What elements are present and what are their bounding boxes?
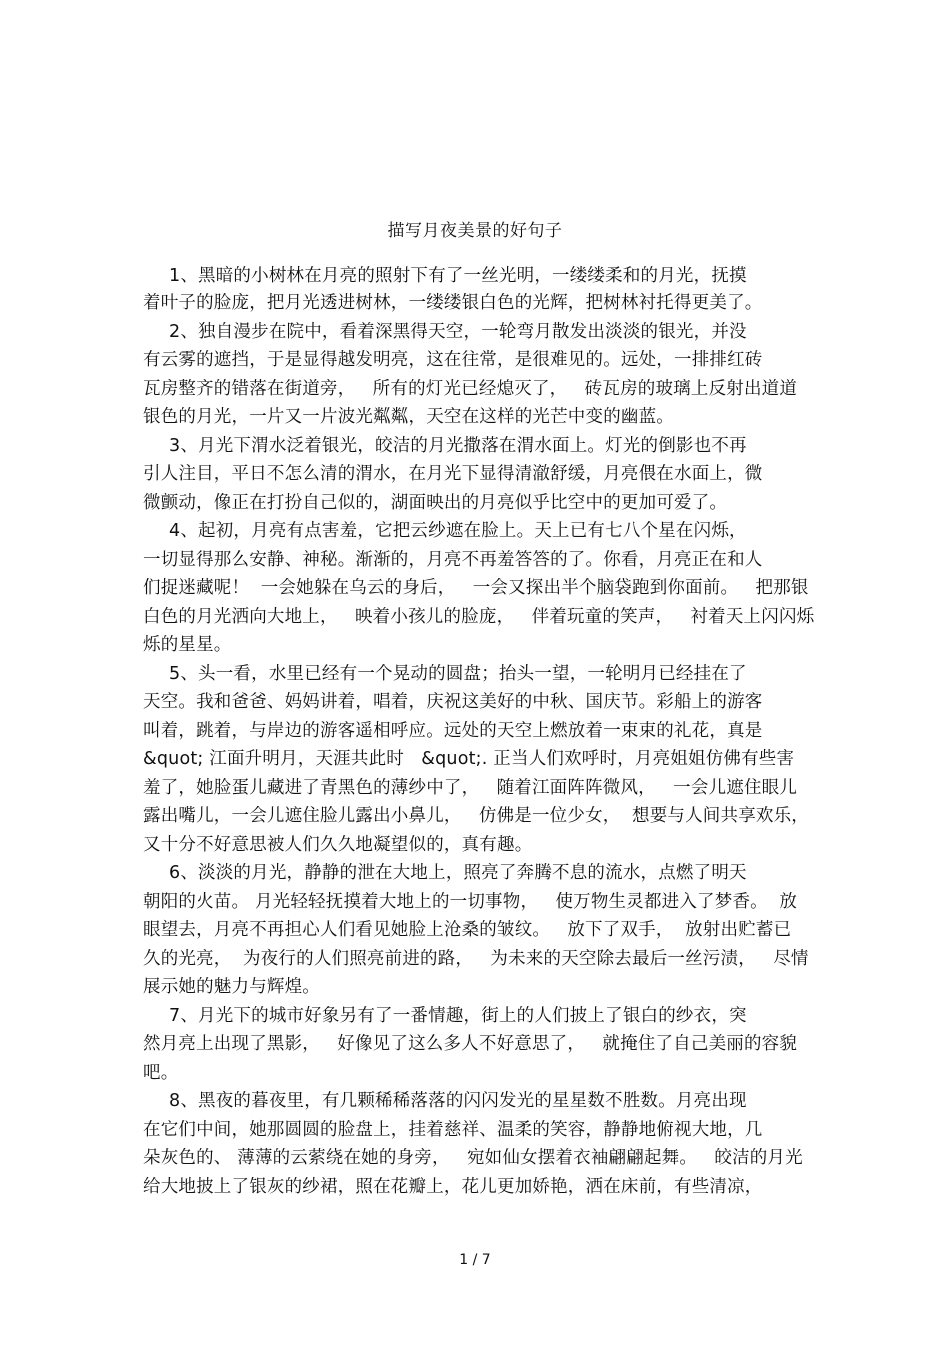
text-line: 6、淡淡的月光，静静的泄在大地上，照亮了奔腾不息的流水，点燃了明天 xyxy=(169,863,747,883)
text-line: 一切显得那么安静、神秘。渐渐的，月亮不再羞答答的了。你看，月亮正在和人 xyxy=(143,550,763,570)
text-line: 有云雾的遮挡，于是显得越发明亮，这在往常，是很难见的。远处，一排排红砖 xyxy=(143,350,763,370)
page-number: 1 / 7 xyxy=(459,1252,491,1268)
text-line: &quot; 江面升明月，天涯共此时 &quot;. 正当人们欢呼时，月亮姐姐仿佛有些害 xyxy=(143,749,795,769)
text-line: 然月亮上出现了黑影， 好像见了这么多人不好意思了， 就掩住了自己美丽的容貌 xyxy=(143,1034,798,1054)
text-line: 久的光亮， 为夜行的人们照亮前进的路， 为未来的天空除去最后一丝污渍， 尽情 xyxy=(143,949,809,969)
text-line: 8、黑夜的暮夜里，有几颗稀稀落落的闪闪发光的星星数不胜数。月亮出现 xyxy=(169,1091,747,1111)
text-line: 天空。我和爸爸、妈妈讲着，唱着，庆祝这美好的中秋、国庆节。彩船上的游客 xyxy=(143,692,763,712)
text-line: 银色的月光，一片又一片波光粼粼，天空在这样的光芒中变的幽蓝。 xyxy=(143,407,674,427)
text-line: 瓦房整齐的错落在街道旁， 所有的灯光已经熄灭了， 砖瓦房的玻璃上反射出道道 xyxy=(143,379,798,399)
text-line: 微颤动，像正在打扮自己似的，湖面映出的月亮似乎比空中的更加可爱了。 xyxy=(143,493,728,513)
text-line: 露出嘴儿，一会儿遮住脸儿露出小鼻儿， 仿佛是一位少女， 想要与人间共享欢乐， xyxy=(143,806,810,826)
text-line: 白色的月光洒向大地上， 映着小孩儿的脸庞， 伴着玩童的笑声， 衬着天上闪闪烁 xyxy=(143,607,815,627)
text-line: 烁的星星。 xyxy=(143,635,232,655)
text-line: 4、起初，月亮有点害羞，它把云纱遮在脸上。天上已有七八个星在闪烁， xyxy=(169,521,747,541)
text-line: 又十分不好意思被人们久久地凝望似的，真有趣。 xyxy=(143,835,533,855)
text-line: 羞了，她脸蛋儿藏进了青黑色的薄纱中了， 随着江面阵阵微风， 一会儿遮住眼儿 xyxy=(143,778,798,798)
document-title: 描写月夜美景的好句子 xyxy=(387,221,563,241)
text-line: 们捉迷藏呢！ 一会她躲在乌云的身后， 一会又探出半个脑袋跑到你面前。 把那银 xyxy=(143,578,809,598)
text-line: 眼望去，月亮不再担心人们看见她脸上沧桑的皱纹。 放下了双手， 放射出贮蓄已 xyxy=(143,920,792,940)
text-line: 在它们中间，她那圆圆的脸盘上，挂着慈祥、温柔的笑容，静静地俯视大地，几 xyxy=(143,1120,763,1140)
text-line: 朵灰色的、 薄薄的云萦绕在她的身旁， 宛如仙女摆着衣袖翩翩起舞。 皎洁的月光 xyxy=(143,1148,803,1168)
text-line: 给大地披上了银灰的纱裙，照在花瓣上，花儿更加娇艳，洒在床前，有些清凉， xyxy=(143,1177,763,1197)
text-line: 朝阳的火苗。 月光轻轻抚摸着大地上的一切事物， 使万物生灵都进入了梦香。 放 xyxy=(143,892,798,912)
text-line: 1、黑暗的小树林在月亮的照射下有了一丝光明，一缕缕柔和的月光，抚摸 xyxy=(169,266,747,286)
text-line: 2、独自漫步在院中，看着深黑得天空，一轮弯月散发出淡淡的银光，并没 xyxy=(169,322,747,342)
text-line: 展示她的魅力与辉煌。 xyxy=(143,977,320,997)
text-line: 7、月光下的城市好象另有了一番情趣，街上的人们披上了银白的纱衣，突 xyxy=(169,1006,747,1026)
text-line: 5、头一看，水里已经有一个晃动的圆盘；抬头一望，一轮明月已经挂在了 xyxy=(169,664,747,684)
text-line: 吧。 xyxy=(143,1063,179,1083)
text-line: 着叶子的脸庞，把月光透进树林，一缕缕银白色的光辉，把树林衬托得更美了。 xyxy=(143,293,763,313)
text-line: 引人注目，平日不怎么清的渭水，在月光下显得清澈舒缓，月亮偎在水面上，微 xyxy=(143,464,763,484)
text-line: 叫着，跳着，与岸边的游客遥相呼应。远处的天空上燃放着一束束的礼花，真是 xyxy=(143,721,763,741)
text-line: 3、月光下渭水泛着银光，皎洁的月光撒落在渭水面上。灯光的倒影也不再 xyxy=(169,436,747,456)
